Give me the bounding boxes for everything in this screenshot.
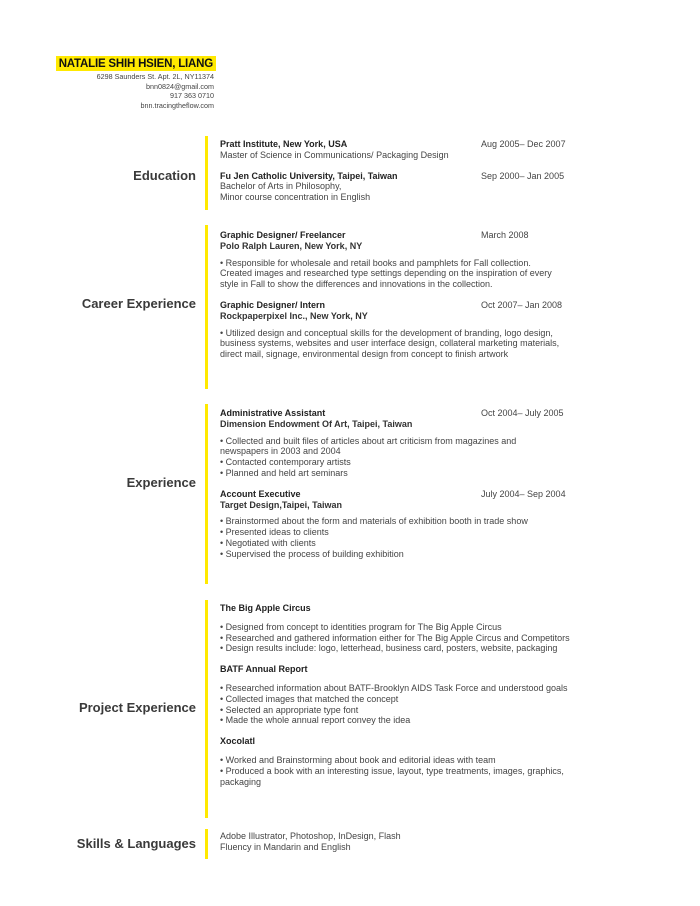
project-entry: BATF Annual Report • Researched information about BATF-Brooklyn AIDS Task Force and understood goals • Collected images that matched the concept • Selected an appropriate type font • Made the whole annual report convey the idea [220,664,568,726]
experience-section [0,402,700,588]
section-accent-bar [205,829,208,859]
career-entry: Graphic Designer/ Freelancer March 2008 Polo Ralph Lauren, New York, NY • Responsible for wholesale and retail books and pamphlets for Fall collection. Created images and researched type settings depending on the inspiration of every style in Fall to show the differences and innovations in the collection. [220,230,552,290]
skills-line: Adobe Illustrator, Photoshop, InDesign, Flash [220,831,401,841]
section-title: Career Experience [81,296,196,311]
section-accent-bar [205,136,208,210]
project-entry: Xocolatl • Worked and Brainstorming about book and editorial ideas with team • Produced a book with an interesting issue, layout, type treatments, images, graphics, packaging [220,736,564,787]
section-accent-bar [205,225,208,389]
skills-languages-section [0,826,700,862]
education-entry: Pratt Institute, New York, USA Aug 2005– Dec 2007 Master of Science in Communications/ Packaging Design [220,139,566,160]
career-experience-section [0,222,700,392]
section-title: Skills & Languages [76,836,196,851]
education-section [0,133,700,213]
languages-line: Fluency in Mandarin and English [220,841,351,852]
career-entry: Graphic Designer/ Intern Oct 2007– Jan 2008 Rockpaperpixel Inc., New York, NY • Utilized design and conceptual skills for the development of branding, logo design, business systems, websites and user interface design, collateral marketing materials, direct mail, signage, environmental design from concept to finish artwork [220,299,563,360]
resume-header [38,54,216,110]
section-title: Project Experience [78,700,196,715]
website: bnn.tracingtheflow.com [140,100,214,110]
experience-entry: Account Executive July 2004– Sep 2004 Target Design,Taipei, Taiwan • Brainstormed about the form and materials of exhibition booth in trade show • Presented ideas to clients • Negotiated with clients • Supervised the process of building exhibition [220,488,566,559]
email: bnn0824@gmail.com [145,81,214,91]
section-title: Education [133,168,196,183]
section-accent-bar [205,404,208,584]
experience-entry: Administrative Assistant Oct 2004– July 2005 Dimension Endowment Of Art, Taipei, Taiwan • Collected and built files of articles about art criticism from magazines and newspapers in 2003 and 2004 • Contacted contemporary artists • Planned and held art seminars [220,408,564,478]
section-accent-bar [205,600,208,818]
project-experience-section [0,597,700,821]
education-entry: Fu Jen Catholic University, Taipei, Taiwan Sep 2000– Jan 2005 Bachelor of Arts in Philosophy, Minor course concentration in English [220,170,565,203]
section-title: Experience [126,475,196,490]
project-entry: The Big Apple Circus • Designed from concept to identities program for The Big Apple Circus • Researched and gathered information either for The Big Apple Circus and Competitors • Design results include: logo, letterhead, business card, posters, website, packaging [220,603,570,654]
phone: 917 363 0710 [170,91,214,101]
address: 6298 Saunders St. Apt. 2L, NY11374 [96,72,214,81]
candidate-name: NATALIE SHIH HSIEN, LIANG [56,56,216,71]
